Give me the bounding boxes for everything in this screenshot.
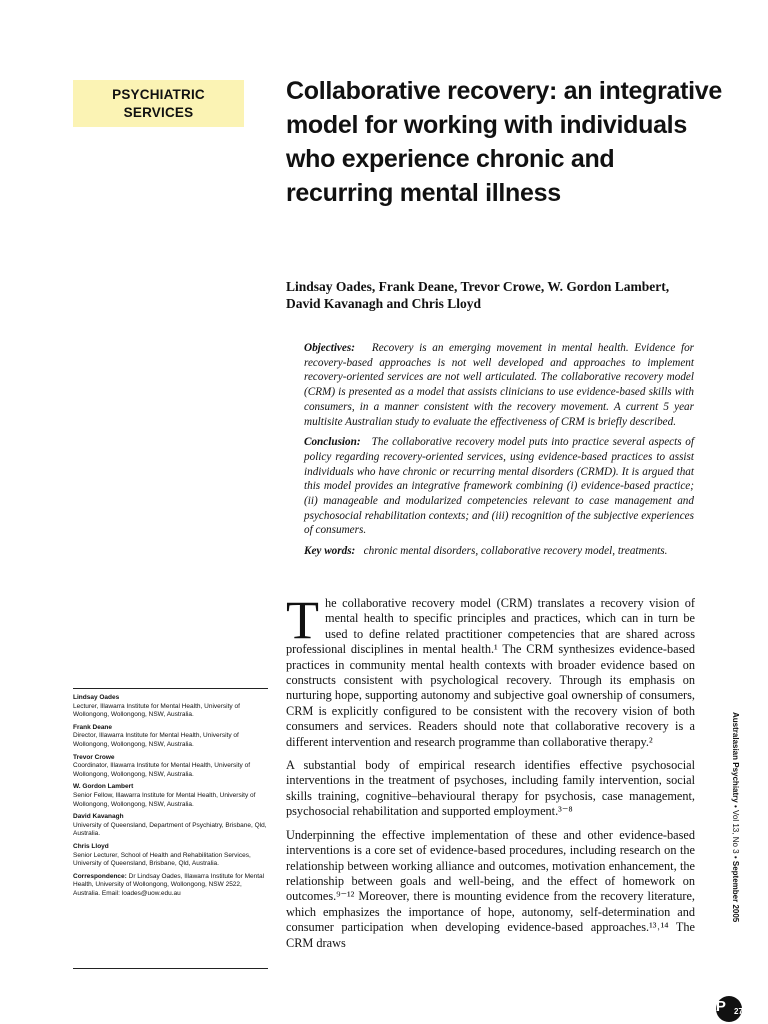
body-paragraph-3: Underpinning the effective implementation of these and other evidence-based interventions is a core set of evidence-based procedures, including research on the relationship between working alliance and outcomes, motivation enhancement, the relationship between goals and well-being, and the effect of homework on outcomes.⁹⁻¹² Moreover, there is mounting evidence from the recovery literature, which emphasizes the importance of hope, autonomy, self-determination and consumer participation when developing evidence-based approaches.¹³˒¹⁴ The CRM draws xyxy=(286,827,695,950)
section-label xyxy=(73,80,244,127)
article-authors: Lindsay Oades, Frank Deane, Trevor Crowe, W. Gordon Lambert, David Kavanagh and Chris Lloyd xyxy=(286,279,670,311)
footer-separator: • xyxy=(731,804,740,808)
affiliation-text: Senior Lecturer, School of Health and Rehabilitation Services, University of Queensland, Brisbane, Qld, Australia. xyxy=(73,851,251,868)
affiliation-entry xyxy=(73,813,268,839)
keywords-text: chronic mental disorders, collaborative recovery model, treatments. xyxy=(363,545,668,558)
journal-name: Australasian Psychiatry xyxy=(731,712,740,803)
logo-letters xyxy=(706,998,725,1015)
footer-separator: • xyxy=(731,855,740,859)
affiliation-entry xyxy=(73,843,268,869)
objectives-text: Recovery is an emerging movement in mental health. Evidence for recovery-based approaches is not well developed and approaches to implement recovery-oriented services are not well articulated. The collaborative recovery model (CRM) is presented as a model that assists clinicians to use evidence-based skills with consumers, in a manner consistent with the recovery movement. A current 5 year multisite Australian study to evaluate the effectiveness of CRM is briefly described. xyxy=(304,342,695,428)
affiliation-text: Director, Illawarra Institute for Mental Health, University of Wollongong, Wollongong, NSW, Australia. xyxy=(73,732,239,748)
affiliation-entry xyxy=(73,724,268,750)
body-paragraph-1 xyxy=(286,590,695,750)
affiliation-text: Senior Fellow, Illawarra Institute for Mental Health, University of Wollongong, Wollongong, NSW, Australia. xyxy=(73,791,256,808)
author-affiliations xyxy=(73,688,268,902)
correspondence-label: Correspondence: xyxy=(73,872,127,880)
conclusion-text: The collaborative recovery model puts into practice several aspects of policy regarding recovery-oriented services, using evidence-based practices to assist individuals who have chronic or recurring mental disorders (CRMD). It is argued that this model provides an integrative framework combining (i) evidence-based practice; (ii) manageable and modularized competencies relevant to case management and psychosocial rehabilitation contexts; and (iii) recognition of the subjective experiences of consumers. xyxy=(304,436,695,537)
section-label-line2: SERVICES xyxy=(123,104,194,120)
conclusion-label: Conclusion: xyxy=(304,436,361,449)
journal-logo xyxy=(706,996,750,1022)
drop-cap: T xyxy=(286,590,319,650)
affiliation-name: Trevor Crowe xyxy=(73,753,115,761)
affiliation-bottom-rule xyxy=(73,968,268,969)
affiliation-text: Lecturer, Illawarra Institute for Mental Health, University of Wollongong, Wollongong, NSW, Australia. xyxy=(73,702,240,719)
journal-volume: Vol 13, No 3 xyxy=(731,810,740,854)
logo-letter-a: A xyxy=(706,998,716,1015)
body-paragraph-1-text: he collaborative recovery model (CRM) translates a recovery vision of mental health to specific principles and practices, which can in turn be used to define related practitioner competencies that are shared across professional disciplines in mental health.¹ The CRM synthesizes evidence-based practices in community mental health contexts with broader evidence based on constructs consistent with psychological recovery. Through its emphasis on nurturing hope, supporting autonomy and subjective goal ownership of consumers, CRM is explicitly configured to be consistent with the recovery vision of both consumers and services. Readers should note that collaborative recovery is a different intervention and research programme than collaborative therapy.² xyxy=(286,596,695,749)
keywords-label: Key words: xyxy=(304,545,356,558)
correspondence xyxy=(73,873,268,899)
abstract-objectives xyxy=(304,341,694,429)
affiliation-name: Lindsay Oades xyxy=(73,694,120,701)
journal-date: September 2005 xyxy=(731,860,740,923)
running-footer xyxy=(729,712,741,972)
affiliation-text: University of Queensland, Department of Psychiatry, Brisbane, Qld, Australia. xyxy=(73,821,267,838)
running-footer-text xyxy=(729,712,741,922)
article-body xyxy=(286,590,695,959)
affiliation-name: W. Gordon Lambert xyxy=(73,783,134,791)
affiliation-entry xyxy=(73,694,268,720)
abstract-keywords xyxy=(304,544,694,559)
correspondence-text: Dr Lindsay Oades, Illawarra Institute for Mental Health, University of Wollongong, Wollongong, NSW 2522, Australia. Email: loades@uow.edu.au xyxy=(73,872,265,897)
section-label-line1: PSYCHIATRIC xyxy=(112,86,205,102)
page-number: 279 xyxy=(734,1007,748,1016)
affiliation-name: David Kavanagh xyxy=(73,813,124,821)
affiliation-entry xyxy=(73,754,268,780)
affiliation-text: Coordinator, Illawarra Institute for Mental Health, University of Wollongong, Wollongong, NSW, Australia. xyxy=(73,762,251,778)
affiliation-name: Frank Deane xyxy=(73,723,113,731)
objectives-label: Objectives: xyxy=(304,342,355,354)
abstract-conclusion xyxy=(304,435,694,538)
body-paragraph-2: A substantial body of empirical research identifies effective psychosocial interventions in the treatment of psychoses, including family intervention, social skills training, cognitive–behavioural therapy for psychosis, case management, psychosocial rehabilitation and supported employment.³⁻⁸ xyxy=(286,758,695,819)
affiliation-name: Chris Lloyd xyxy=(73,842,109,850)
affiliation-entry xyxy=(73,783,268,809)
abstract xyxy=(304,341,694,565)
logo-letter-p: P xyxy=(715,998,725,1015)
article-title: Collaborative recovery: an integrative model for working with individuals who experience chronic and recurring mental illness xyxy=(286,77,722,207)
